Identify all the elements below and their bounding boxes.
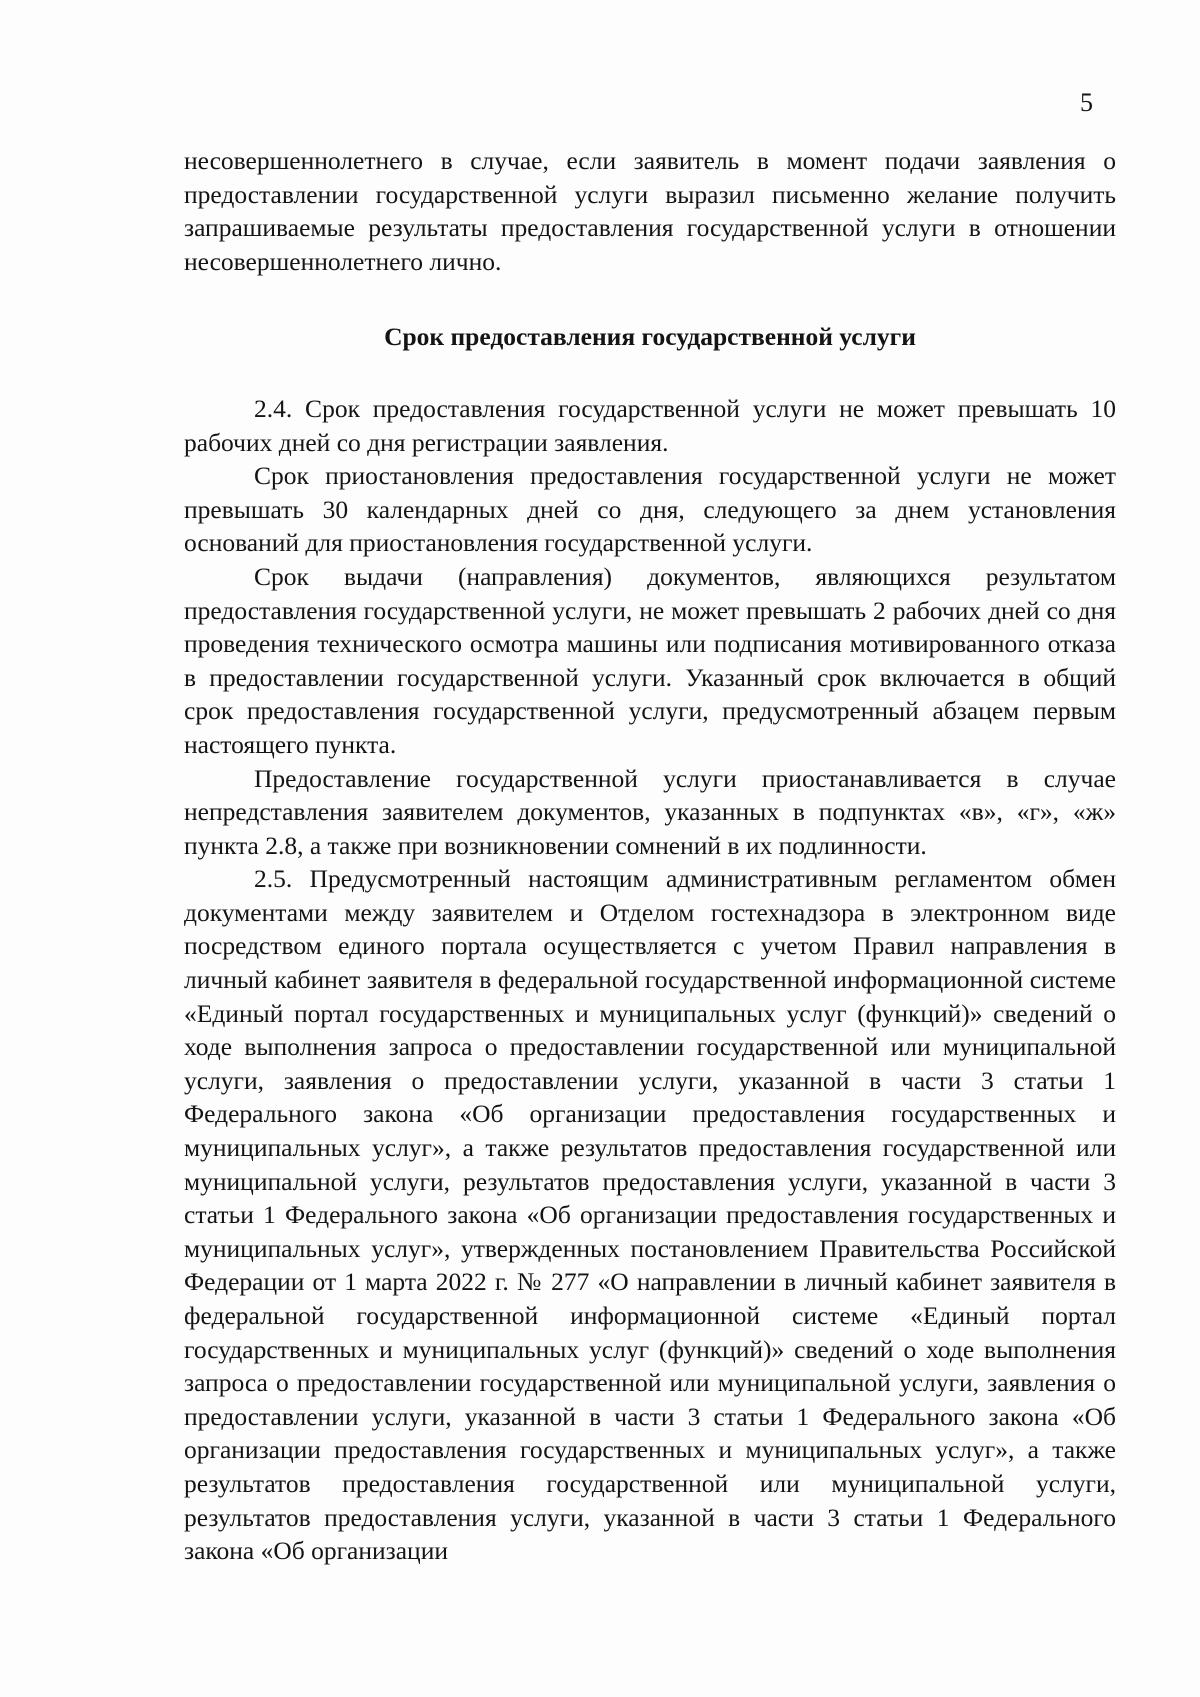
page-number: 5	[1080, 88, 1093, 117]
paragraph-2-4: 2.4. Срок предоставления государственной услуги не может превышать 10 рабочих дней со дня регистрации заявления.	[184, 393, 1116, 457]
paragraph-issuance-term: Срок выдачи (направления) документов, являющихся результатом предоставления государственной услуги, не может превышать 2 рабочих дней со дня проведения технического осмотра машины или подписания мотивированного отказа в предоставлении государственной услуги. Указанный срок включается в общий срок предоставления государственной услуги, предусмотренный абзацем первым настоящего пункта.	[184, 561, 1116, 759]
paragraph-2-5: 2.5. Предусмотренный настоящим административным регламентом обмен документами между заявителем и Отделом гостехнадзора в электронном виде посредством единого портала осуществляется с учетом Правил направления в личный кабинет заявителя в федеральной государственной информационной системе «Единый портал государственных и муниципальных услуг (функций)» сведений о ходе выполнения запроса о предоставлении государственной или муниципальной услуги, заявления о предоставлении услуги, указанной в части 3 статьи 1 Федерального закона «Об организации предоставления государственных и муниципальных услуг», а также результатов предоставления государственной или муниципальной услуги, результатов предоставления услуги, указанной в части 3 статьи 1 Федерального закона «Об организации предоставления государственных и муниципальных услуг», утвержденных постановлением Правительства Российской Федерации от 1 марта 2022 г. № 277 «О направлении в личный кабинет заявителя в федеральной государственной информационной системе «Единый портал государственных и муниципальных услуг (функций)» сведений о ходе выполнения запроса о предоставлении государственной или муниципальной услуги, заявления о предоставлении услуги, указанной в части 3 статьи 1 Федерального закона «Об организации предоставления государственных и муниципальных услуг», а также результатов предоставления государственной или муниципальной услуги, результатов предоставления услуги, указанной в части 3 статьи 1 Федерального закона «Об организации	[184, 864, 1116, 1566]
section-heading: Срок предоставления государственной услуги	[384, 322, 916, 352]
paragraph-suspension-grounds: Предоставление государственной услуги приостанавливается в случае непредставления заявителем документов, указанных в подпунктах «в», «г», «ж» пункта 2.8, а также при возникновении сомнений в их подлинности.	[184, 763, 1116, 860]
intro-paragraph: несовершеннолетнего в случае, если заявитель в момент подачи заявления о предоставлении государственной услуги выразил письменно желание получить запрашиваемые результаты предоставления государственной услуги в отношении несовершеннолетнего лично.	[184, 146, 1116, 276]
document-body	[184, 144, 1116, 1568]
paragraph-suspension-term: Срок приостановления предоставления государственной услуги не может превышать 30 календарных дней со дня, следующего за днем установления оснований для приостановления государственной услуги.	[184, 461, 1116, 558]
